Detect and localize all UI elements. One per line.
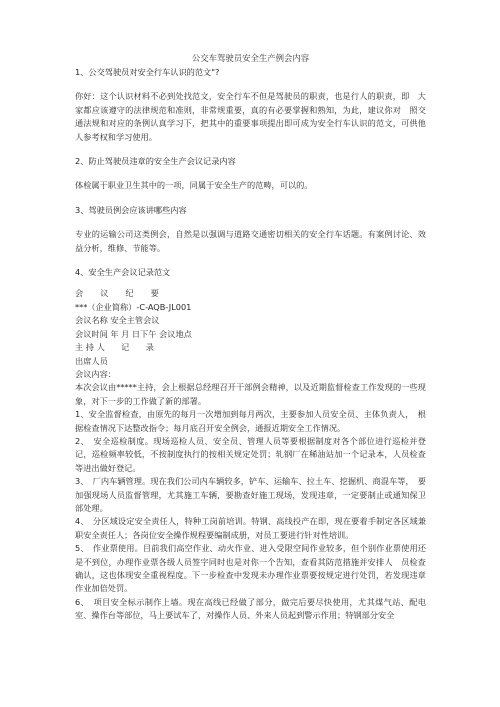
record-paragraph-3: 3、 厂内车辆管理。现在我们公司内车辆较多，铲车、运输车、拉土车、挖掘机、商混车等， 要加强现场人员监督管理，尤其施工车辆，要勘查好施工现场，发现违章，一定要制止或通知保卫部处理。 [75, 476, 426, 513]
record-content-label: 会议内容： [75, 368, 116, 379]
record-paragraph-1: 1、安全监督检查，由原先的每月一次增加到每月两次，主要参加人员安全员、主体负责人， 根据检查情况下达整改指令；每月底召开安全例会，通报近期安全工作情况。 [75, 409, 426, 433]
record-paragraph-2: 2、 安全巡检制度。现场巡检人员、安全员、管理人员等要根据制度对各个部位进行巡检并登记，巡检频率较低，不按制度执行的按相关规定处罚；轧钢厂在稀油站加一个记录本，人员检查等进出做好登记。 [75, 435, 426, 473]
section-3-heading: 3、驾驶员例会应该讲哪些内容 [75, 204, 187, 215]
record-paragraph-6: 6、 项目安全标示制作上墙。现在高线已经做了部分，做完后要尽快使用，尤其煤气站、配电室、操作台等部位，马上要试车了，对操作人员、外来人员起到警示作用；特钢部分安全 [75, 596, 426, 621]
record-meeting-name: 会议名称 安全主管会议 [75, 315, 160, 326]
record-code: ***（企业简称）-C-AQB-JL001 [75, 301, 192, 312]
section-1-heading: 1、公交驾驶员对安全行车认识的范文"? [75, 67, 220, 77]
record-paragraph-5: 5、 作业票使用。目前我们高空作业、动火作业、进入受限空间作业较多，但个别作业票使用还是不到位，办理作业票各级人员签字同时也是对你一个告知，查看其防范措施并安排人 员检查确认，这也体现安全重视程度。下一步检查中发现未办理作业票要按规定进行处罚，若发现违章作业加倍处罚。 [75, 543, 426, 594]
record-meeting-time: 会议时间 年 月 日下午 会议地点 [75, 328, 192, 339]
section-1-body: 你好：这个认识材料不必到处找范文，安全行车不但是驾驶员的职责，也是行人的职责，即 大家都应该遵守的法律规范和准则，非常规重要，真的有必要掌握和熟知，为此，建议你对 照交通法规和对应的条例认真学习下，把其中的重要事项提出即可成为安全行车认识的范文，可供他人参考权和学习使用。 [75, 91, 426, 142]
record-paragraph-intro: 本次会议由*****主持，会上根据总经理召开干部例会精神，以及近期监督检查工作发现的一些现象，对下一步的工作做了新的部署。 [75, 382, 426, 406]
section-2-body: 体检属于职业卫生其中的一项，同属于安全生产的范畴，可以的。 [75, 180, 313, 191]
record-host: 主 持 人 记 录 [75, 342, 154, 353]
document-title: 公交车驾驶员安全生产例会内容 [191, 53, 310, 63]
section-2-heading: 2、防止驾驶员违章的安全生产会议记录内容 [75, 156, 236, 167]
record-header: 会议纪要 [75, 288, 176, 299]
record-attendees: 出席人员 [75, 355, 108, 366]
section-4-heading: 4、安全生产会议记录范文 [75, 267, 171, 278]
record-paragraph-4: 4、 分区域设定安全责任人，特种工岗前培训。特钢、高线投产在即，现在要着手制定各区域兼职安全责任人；各岗位安全操作规程要编制成册，对员工要进行针对性培训。 [75, 516, 426, 540]
section-3-body: 专业的运输公司这类例会，自然是以强调与道路交通密切相关的安全行车话题。有案例讨论、效益分析，维修、节能等。 [75, 229, 426, 253]
